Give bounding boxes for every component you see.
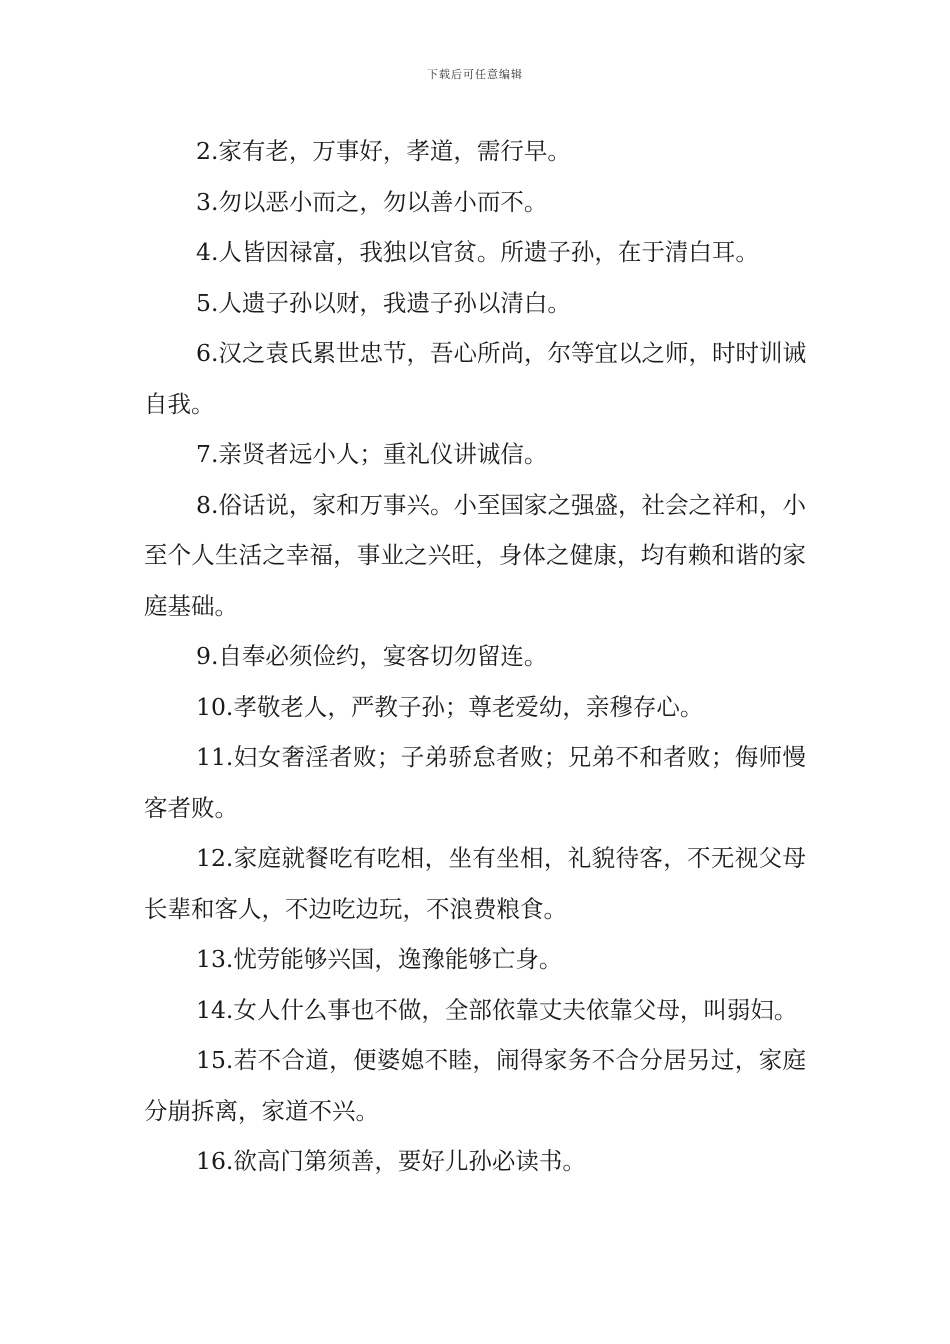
list-item: 16.欲高门第须善，要好儿孙必读书。 — [196, 1147, 586, 1175]
list-item: 9.自奉必须俭约，宴客切勿留连。 — [196, 642, 548, 670]
list-item: 10.孝敬老人，严教子孙；尊老爱幼，亲穆存心。 — [196, 692, 704, 721]
document-body — [144, 126, 806, 1187]
list-item: 14.女人什么事也不做，全部依靠丈夫依靠父母，叫弱妇。 — [196, 995, 798, 1024]
list-item: 2.家有老，万事好，孝道，需行早。 — [196, 137, 571, 165]
page-header: 下载后可任意编辑 — [427, 68, 523, 81]
list-item: 4.人皆因禄富，我独以官贫。所遗子孙，在于清白耳。 — [196, 238, 759, 266]
list-item: 11.妇女奢淫者败；子弟骄怠者败；兄弟不和者败；侮师慢客者败。 — [144, 743, 806, 822]
list-item: 5.人遗子孙以财，我遗子孙以清白。 — [196, 288, 571, 317]
list-item: 3.勿以恶小而之，勿以善小而不。 — [196, 187, 548, 216]
list-item: 7.亲贤者远小人；重礼仪讲诚信。 — [196, 440, 548, 468]
list-item: 8.俗话说，家和万事兴。小至国家之强盛，社会之祥和，小至个人生活之幸福，事业之兴旺，身体之健康，均有赖和谐的家庭基础。 — [144, 490, 806, 620]
list-item: 12.家庭就餐吃有吃相，坐有坐相，礼貌待客，不无视父母长辈和客人，不边吃边玩，不浪费粮食。 — [144, 844, 806, 923]
list-item: 15.若不合道，便婆媳不睦，闹得家务不合分居另过，家庭分崩拆离，家道不兴。 — [144, 1046, 806, 1125]
list-item: 13.忧劳能够兴国，逸豫能够亡身。 — [196, 945, 563, 973]
list-item: 6.汉之袁氏累世忠节，吾心所尚，尔等宜以之师，时时训诫自我。 — [144, 339, 806, 418]
